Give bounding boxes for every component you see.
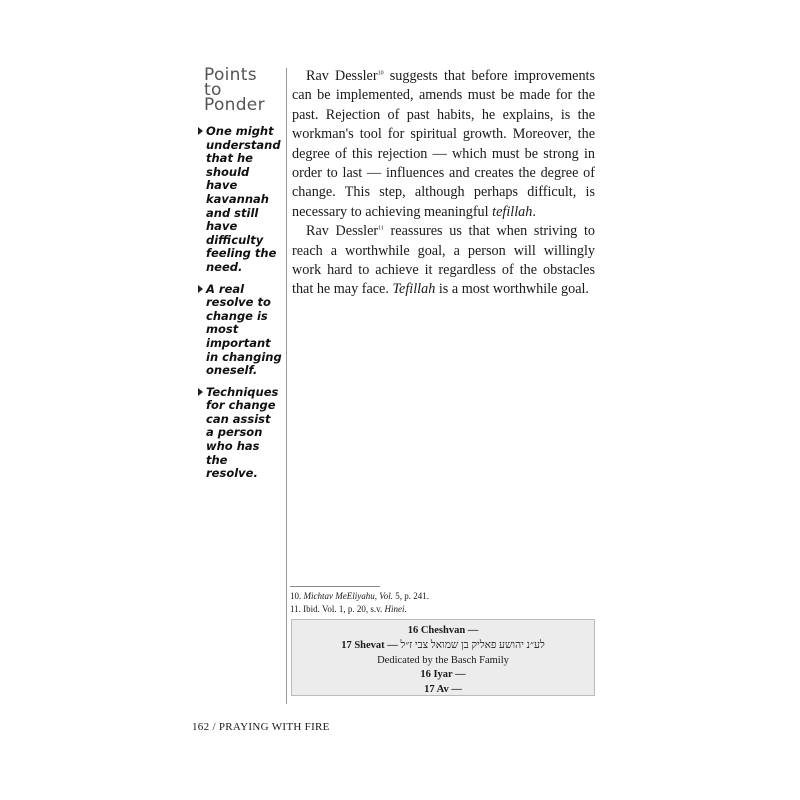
main-text bbox=[292, 67, 595, 300]
footnote-number: 11. bbox=[290, 603, 301, 614]
paragraph bbox=[292, 222, 595, 300]
footnote-text: . bbox=[404, 603, 407, 614]
ponder-item-text: A real resolve to change is most important in changing oneself. bbox=[206, 281, 282, 378]
footnote-ref: 10 bbox=[377, 70, 384, 77]
column-divider bbox=[286, 68, 287, 704]
bullet-arrow-icon bbox=[198, 388, 203, 396]
term: Tefillah bbox=[392, 281, 436, 298]
dedication-line bbox=[292, 668, 594, 683]
dedication-box bbox=[291, 619, 595, 696]
term: tefillah bbox=[492, 203, 533, 220]
footnote-text: Ibid. Vol. 1, p. 20, s.v. bbox=[300, 603, 385, 614]
bullet-arrow-icon bbox=[198, 127, 203, 135]
sidebar-title bbox=[204, 65, 282, 115]
page-folio: 162 / PRAYING WITH FIRE bbox=[192, 721, 330, 733]
footnote-ref: 11 bbox=[378, 225, 384, 232]
dedication-date: 16 Iyar — bbox=[420, 669, 466, 681]
ponder-list bbox=[198, 125, 282, 481]
text-run: Rav Dessler bbox=[306, 68, 378, 84]
footnote-number: 10. bbox=[290, 591, 302, 601]
paragraph bbox=[292, 67, 595, 222]
ponder-item-text: One might understand that he should have kavannah and still have difficulty feeling the need. bbox=[206, 124, 281, 274]
sidebar-title-line: Ponder bbox=[204, 95, 265, 115]
ponder-item bbox=[198, 283, 282, 378]
footnote-title: Michtav MeEliyahu, Vol. bbox=[303, 591, 393, 601]
dedication-date: 16 Cheshvan — bbox=[407, 625, 479, 636]
points-to-ponder-sidebar bbox=[198, 65, 282, 489]
sidebar-title-line: to bbox=[204, 80, 222, 100]
footnotes bbox=[290, 590, 600, 615]
text-run: Rav Dessler bbox=[306, 223, 379, 240]
dedication-line bbox=[292, 624, 594, 639]
dedication-hebrew: לע״נ יהושע פאליק בן שמואל צבי ז״ל bbox=[400, 639, 545, 651]
dedication-date: 17 Av — bbox=[424, 684, 462, 696]
text-run: . bbox=[532, 203, 536, 220]
dedication-date: 17 Shevat — bbox=[341, 639, 398, 651]
ponder-item-text: Techniques for change can assist a person who has the resolve. bbox=[206, 384, 279, 481]
dedication-line: Dedicated by the Basch Family bbox=[377, 654, 509, 666]
ponder-item bbox=[198, 125, 282, 275]
dedication-line bbox=[292, 639, 594, 654]
bullet-arrow-icon bbox=[198, 285, 203, 293]
footnote-text: 5, p. 241. bbox=[392, 591, 429, 601]
text-run: reassures us that when striving to reach a worthwhile goal, a person will willingly work hard to achieve it regardless of the obstacles that he may face. bbox=[292, 223, 595, 298]
sidebar-title-line: Points bbox=[204, 65, 257, 85]
footnote bbox=[290, 603, 600, 616]
ponder-item bbox=[198, 386, 282, 481]
footnote-rule bbox=[290, 586, 380, 587]
footnote-title: Hinei bbox=[384, 603, 405, 614]
text-run: is a most worthwhile goal. bbox=[435, 281, 589, 298]
text-run: suggests that before improvements can be implemented, amends must be made for the past. Rejection of past habits, he explains, is the workman's tool for spiritual growth. Moreover, the degree of this rejection — which must be strong in order to last — influences and creates the degree of change. This step, although perhaps difficult, is necessary to achieving meaningful bbox=[292, 68, 595, 220]
dedication-line bbox=[292, 683, 594, 698]
footnote bbox=[290, 590, 600, 603]
